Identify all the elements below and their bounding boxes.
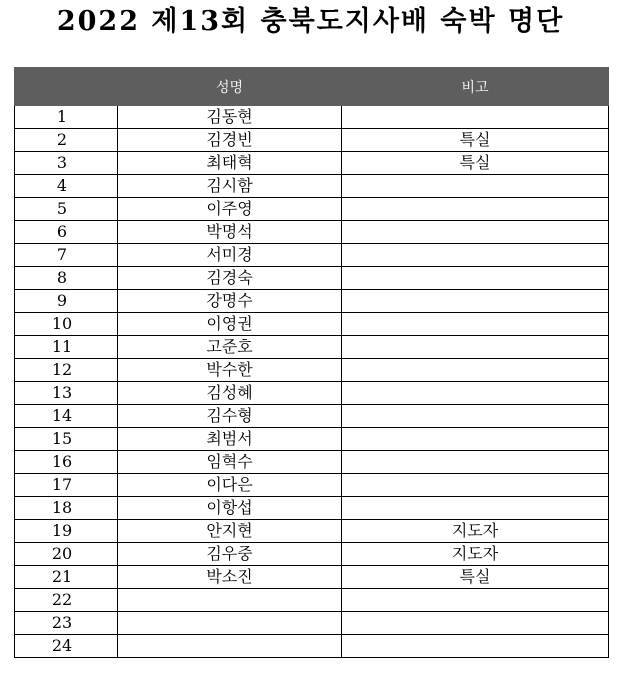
table-row (15, 336, 609, 359)
row-number-cell: 11 (15, 336, 118, 359)
note-cell: 지도자 (342, 520, 609, 543)
note-cell (342, 359, 609, 382)
table-row (15, 129, 609, 152)
note-cell (342, 221, 609, 244)
note-cell (342, 313, 609, 336)
note-cell (342, 267, 609, 290)
name-cell: 최범서 (118, 428, 342, 451)
name-cell: 김동현 (118, 106, 342, 129)
table-row (15, 589, 609, 612)
table-row (15, 543, 609, 566)
row-number-cell: 16 (15, 451, 118, 474)
table-body (15, 106, 609, 658)
name-cell: 박명석 (118, 221, 342, 244)
table-row (15, 359, 609, 382)
name-cell: 고준호 (118, 336, 342, 359)
table-row (15, 198, 609, 221)
row-number-cell: 13 (15, 382, 118, 405)
header-number (15, 68, 118, 106)
table-row (15, 428, 609, 451)
name-cell: 김우중 (118, 543, 342, 566)
table-row (15, 313, 609, 336)
name-cell: 김성혜 (118, 382, 342, 405)
header-name: 성명 (118, 68, 342, 106)
note-cell (342, 474, 609, 497)
row-number-cell: 17 (15, 474, 118, 497)
name-cell: 김경빈 (118, 129, 342, 152)
note-cell (342, 451, 609, 474)
note-cell (342, 589, 609, 612)
note-cell (342, 497, 609, 520)
row-number-cell: 7 (15, 244, 118, 267)
name-cell: 최태혁 (118, 152, 342, 175)
note-cell (342, 382, 609, 405)
note-cell: 지도자 (342, 543, 609, 566)
name-cell (118, 635, 342, 658)
table-row (15, 106, 609, 129)
lodging-roster-table (14, 67, 609, 658)
name-cell: 박수한 (118, 359, 342, 382)
name-cell: 서미경 (118, 244, 342, 267)
name-cell: 이영권 (118, 313, 342, 336)
row-number-cell: 18 (15, 497, 118, 520)
table-row (15, 221, 609, 244)
name-cell: 김수형 (118, 405, 342, 428)
name-cell: 강명수 (118, 290, 342, 313)
note-cell: 특실 (342, 152, 609, 175)
row-number-cell: 12 (15, 359, 118, 382)
note-cell (342, 106, 609, 129)
row-number-cell: 22 (15, 589, 118, 612)
note-cell (342, 244, 609, 267)
row-number-cell: 2 (15, 129, 118, 152)
table-row (15, 497, 609, 520)
row-number-cell: 23 (15, 612, 118, 635)
table-row (15, 451, 609, 474)
header-note: 비고 (342, 68, 609, 106)
note-cell (342, 428, 609, 451)
note-cell: 특실 (342, 566, 609, 589)
row-number-cell: 21 (15, 566, 118, 589)
name-cell: 임혁수 (118, 451, 342, 474)
row-number-cell: 3 (15, 152, 118, 175)
name-cell: 이다은 (118, 474, 342, 497)
row-number-cell: 9 (15, 290, 118, 313)
table-row (15, 520, 609, 543)
note-cell (342, 405, 609, 428)
row-number-cell: 1 (15, 106, 118, 129)
table-row (15, 290, 609, 313)
row-number-cell: 20 (15, 543, 118, 566)
row-number-cell: 19 (15, 520, 118, 543)
note-cell: 특실 (342, 129, 609, 152)
row-number-cell: 6 (15, 221, 118, 244)
header-row (15, 68, 609, 106)
row-number-cell: 24 (15, 635, 118, 658)
table-row (15, 612, 609, 635)
row-number-cell: 8 (15, 267, 118, 290)
table-row (15, 382, 609, 405)
table-row (15, 244, 609, 267)
row-number-cell: 5 (15, 198, 118, 221)
table-row (15, 474, 609, 497)
table-row (15, 175, 609, 198)
name-cell: 이항섭 (118, 497, 342, 520)
row-number-cell: 14 (15, 405, 118, 428)
row-number-cell: 4 (15, 175, 118, 198)
name-cell: 김시함 (118, 175, 342, 198)
note-cell (342, 198, 609, 221)
table-row (15, 566, 609, 589)
name-cell: 이주영 (118, 198, 342, 221)
table-row (15, 635, 609, 658)
note-cell (342, 635, 609, 658)
page-title: 2022 제13회 충북도지사배 숙박 명단 (56, 6, 565, 37)
name-cell: 박소진 (118, 566, 342, 589)
row-number-cell: 15 (15, 428, 118, 451)
name-cell: 안지현 (118, 520, 342, 543)
note-cell (342, 290, 609, 313)
row-number-cell: 10 (15, 313, 118, 336)
table-row (15, 405, 609, 428)
name-cell (118, 612, 342, 635)
name-cell: 김경숙 (118, 267, 342, 290)
table-row (15, 267, 609, 290)
table-row (15, 152, 609, 175)
note-cell (342, 612, 609, 635)
name-cell (118, 589, 342, 612)
table-header (15, 68, 609, 106)
note-cell (342, 175, 609, 198)
note-cell (342, 336, 609, 359)
